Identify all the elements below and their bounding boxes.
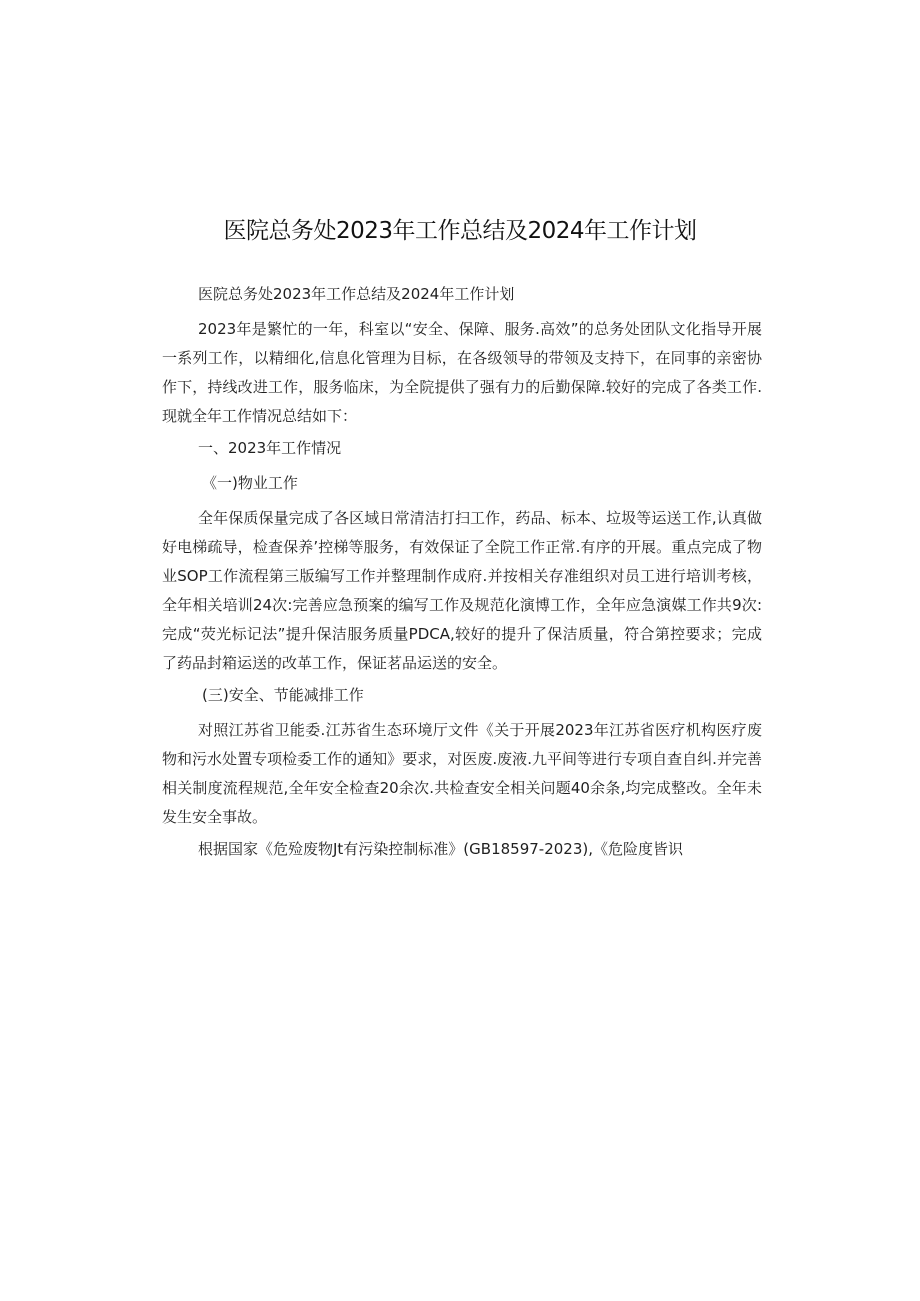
safety-work-paragraph: 对照江苏省卫能委.江苏省生态环境厅文件《关于开展2023年江苏省医疗机构医疗废物和污水处置专项检委工作的通知》要求，对医废.废液.九平间等进行专项自查自纠.并完善相关制度流程规范,全年安全检查20余次.共检查安全相关问题40余条,均完成整改。全年未发生安全事故。 — [162, 721, 762, 826]
intro-paragraph: 2023年是繁忙的一年，科室以“安全、保障、服务.高效”的总务处团队文化指导开展一系列工作，以精细化,信息化管理为目标，在各级领导的带领及支持下，在同事的亲密协作下，持线改进工作，服务临床，为全院提供了强有力的后勤保障.较好的完成了各类工作.现就全年工作情况总结如下： — [162, 320, 762, 425]
document-body — [162, 280, 762, 870]
document-subtitle: 医院总务处2023年工作总结及2024年工作计划 — [198, 285, 515, 303]
section-heading-work-status: 一、2023年工作情况 — [198, 439, 342, 457]
document-title: 医院总务处2023年工作总结及2024年工作计划 — [223, 218, 697, 244]
subsection-heading-property: 《一)物业工作 — [202, 474, 298, 492]
regulation-paragraph: 根据国家《危殓废物Jt有污染控制标准》(GB18597-2023),《危险度皆识 — [198, 840, 683, 858]
property-work-paragraph: 全年保质保量完成了各区域日常清洁打扫工作，药品、标本、垃圾等运送工作,认真做好电梯疏导，检查保养’控梯等服务，有效保证了全院工作正常.有序的开展。重点完成了物业SOP工作流程第三版编写工作并整理制作成府.并按相关存准组织对员工进行培训考核，全年相关培训24次:完善应急预案的编写工作及规范化演博工作，全年应急演媒工作共9次:完成“荧光标记法”提升保洁服务质量PDCA,较好的提升了保洁质量，符合第控要求；完成了药品封箱运送的改革工作，保证茗品运送的安全。 — [162, 509, 762, 672]
subsection-heading-safety: (三)安全、节能减排工作 — [202, 686, 364, 704]
